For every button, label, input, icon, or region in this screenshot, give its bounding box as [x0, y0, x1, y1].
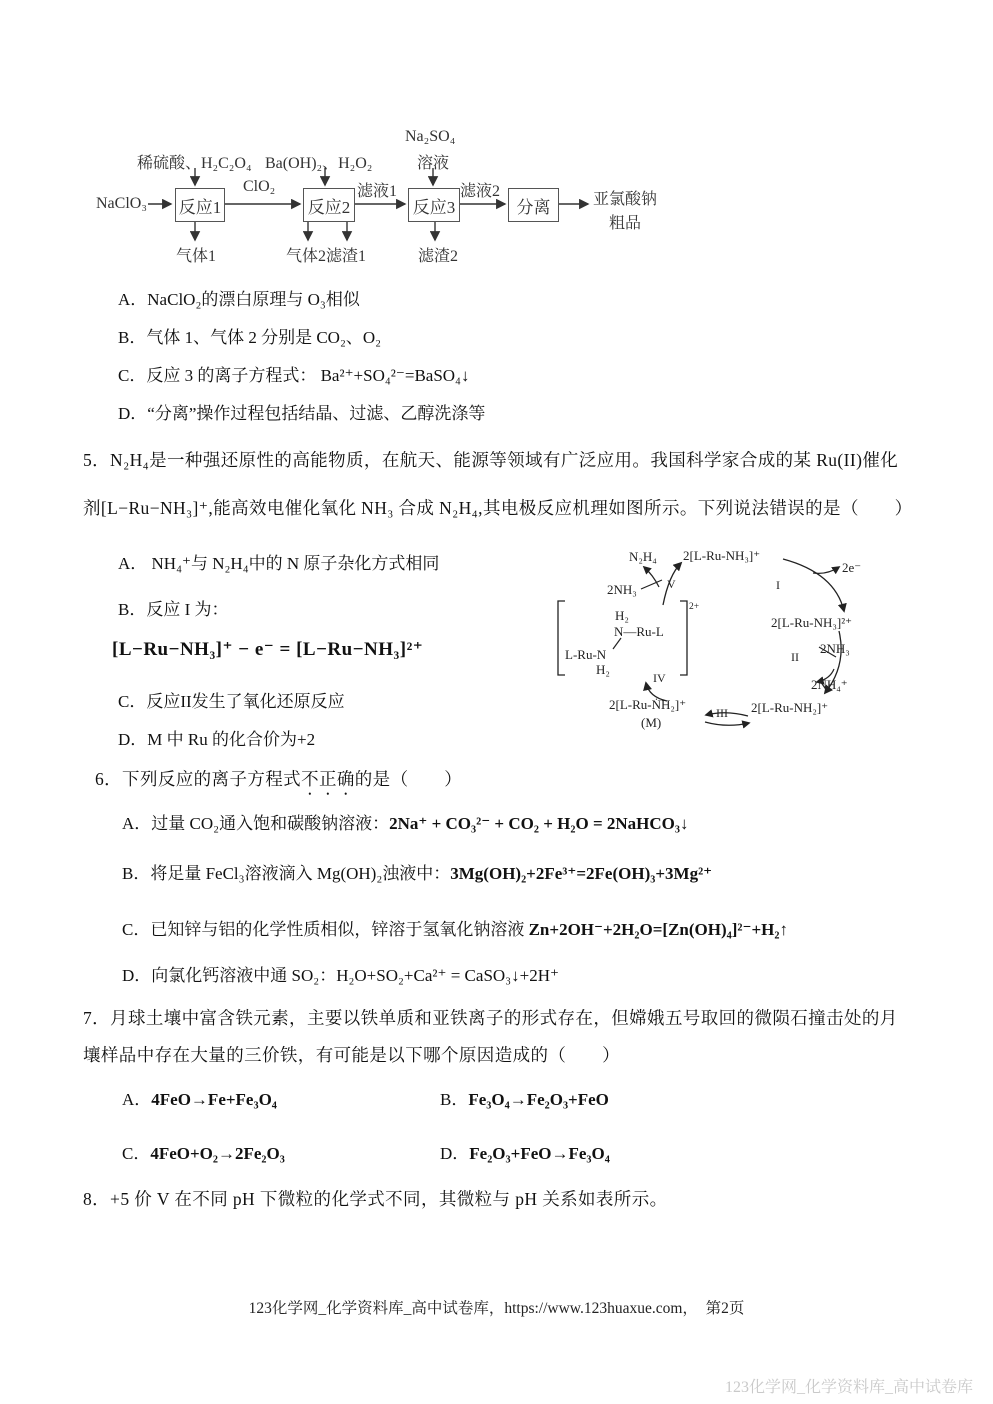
cycle-n2h4-label: N₂H₄ [629, 549, 657, 564]
flowchart-stream-filtrate1: 滤液1 [357, 183, 398, 200]
cycle-complex-structure [558, 601, 699, 677]
q6-option-d-label: D． [122, 966, 152, 985]
complex-n-ru-l: N—Ru-L [614, 624, 664, 639]
cycle-m-label: (M) [641, 715, 662, 730]
q5-option-a: A． NH₄⁺与 N₂H₄中的 N 原子杂化方式相同 [118, 554, 440, 573]
flowchart-product-line1: 亚氯酸钠 [593, 191, 658, 208]
cycle-bottom-left-species: 2[L-Ru-ṄH₂]⁺ [609, 697, 687, 712]
cycle-arrow-electrons [813, 567, 839, 573]
cycle-electrons-label: 2e⁻ [842, 560, 862, 575]
flowchart-box-reaction2-label: 反应2 [307, 197, 351, 217]
q6-option-a-equation: 2Na⁺ + CO₃²⁻ + CO₂ + H₂O = 2NaHCO₃↓ [389, 814, 689, 833]
q5-option-c: C．反应II发生了氧化还原反应 [118, 692, 345, 711]
q6-title-emphasis: 不正确 [301, 769, 355, 789]
q6-option-d [122, 964, 559, 987]
cycle-nh3-right-label: 2NH₃ [820, 641, 850, 656]
complex-l-ru-n: L-Ru-N [565, 647, 607, 662]
q5-option-b: B．反应 I 为： [118, 600, 229, 619]
q4-option-b: B．气体 1、气体 2 分别是 CO₂、O₂ [118, 328, 382, 347]
flowchart-box-reaction3 [408, 188, 460, 222]
flowchart-output-gas1: 气体1 [176, 248, 217, 265]
q6-option-a [122, 812, 688, 835]
q7-option-a-formula: 4FeO→Fe+Fe₃O₄ [151, 1090, 277, 1109]
q6-option-d-equation: H₂O+SO₂+Ca²⁺ = CaSO₃↓+2H⁺ [336, 966, 559, 985]
flowchart-input: NaClO₃ [96, 195, 147, 212]
page-footer: 123化学网_化学资料库_高中试卷库，https://www.123huaxue.com， 第2页 [248, 1300, 745, 1317]
q6-option-c [122, 918, 788, 941]
flowchart-box-separate [508, 188, 559, 222]
q5-option-d: D．M 中 Ru 的化合价为+2 [118, 730, 316, 749]
flowchart-box-reaction1-label: 反应1 [178, 197, 222, 217]
q7-option-d [440, 1142, 610, 1165]
complex-right-bracket [680, 601, 687, 675]
cycle-nh4-label: 2NH₄⁺ [811, 677, 848, 692]
q6-option-c-desc: 已知锌与铝的化学性质相似，锌溶于氢氧化钠溶液 [150, 920, 529, 939]
q6-option-b [122, 862, 712, 885]
q6-title [95, 766, 462, 799]
q7-option-b-label: B． [440, 1090, 469, 1109]
q6-option-a-desc: 过量 CO₂通入饱和碳酸钠溶液： [151, 814, 390, 833]
cycle-step-IV-label: IV [653, 671, 666, 685]
cycle-right-species: 2[L-Ru-NH₃]²⁺ [771, 615, 852, 630]
q8-stem: 8．+5 价 V 在不同 pH 下微粒的化学式不同，其微粒与 pH 关系如表所示。 [83, 1189, 668, 1209]
cycle-arrow-III-right [705, 722, 749, 725]
q4-option-d: D．“分离”操作过程包括结晶、过滤、乙醇洗涤等 [118, 404, 486, 423]
q6-option-c-equation: Zn+2OH⁻+2H₂O=[Zn(OH)₄]²⁻+H₂↑ [528, 920, 788, 939]
flowchart-box-separate-label: 分离 [516, 197, 551, 217]
q6-option-b-equation: 3Mg(OH)₂+2Fe³⁺=2Fe(OH)₃+3Mg²⁺ [450, 864, 713, 883]
cycle-step-III-label: III [716, 706, 728, 720]
q7-option-c-label: C． [122, 1144, 151, 1163]
q7-option-d-label: D． [440, 1144, 470, 1163]
complex-left-bracket [558, 601, 565, 675]
q7-option-c-formula: 4FeO+O₂→2Fe₂O₃ [150, 1144, 285, 1163]
q5-stem-line2: 剂[L−Ru−NH₃]⁺,能高效电催化氧化 NH₃ 合成 N₂H₄,其电极反应机理如图所示。下列说法错误的是（ ） [83, 498, 913, 518]
flowchart-reagent-1: 稀硫酸、H₂C₂O₄ [137, 155, 252, 172]
cycle-top-species: 2[L-Ru-NH₃]⁺ [683, 548, 761, 563]
cycle-nh3-top-label: 2NH₃ [607, 582, 637, 597]
q6-option-b-desc: 将足量 FeCl₃溶液滴入 Mg(OH)₂浊液中： [150, 864, 451, 883]
flowchart-stream-filtrate2: 滤液2 [460, 183, 501, 200]
q7-option-a [122, 1088, 277, 1111]
cycle-step-V-label: V [667, 577, 676, 591]
cycle-bottom-right-species: 2[L-Ru-NH₂]⁺ [751, 700, 829, 715]
complex-h2-top: H₂ [615, 608, 629, 623]
q7-option-c [122, 1142, 285, 1165]
cycle-line-nh3-in-top [641, 580, 662, 589]
q7-option-b [440, 1088, 609, 1111]
flowchart-output-residue1: 滤渣1 [326, 248, 367, 265]
q7-option-b-formula: Fe₃O₄→Fe₂O₃+FeO [468, 1090, 609, 1109]
site-watermark: 123化学网_化学资料库_高中试卷库 [724, 1379, 973, 1396]
q6-option-b-label: B． [122, 864, 151, 883]
q7-stem-line1: 7．月球土壤中富含铁元素，主要以铁单质和亚铁离子的形式存在，但嫦娥五号取回的微陨石撞击处的月 [83, 1008, 898, 1028]
q7-option-a-label: A． [122, 1090, 152, 1109]
flowchart-reagent-3-line2: 溶液 [417, 155, 450, 172]
complex-h2-bottom: H₂ [596, 662, 610, 677]
flowchart-reagent-2: Ba(OH)₂、H₂O₂ [265, 155, 373, 172]
q6-option-a-label: A． [122, 814, 152, 833]
q4-option-a: A．NaClO₂的漂白原理与 O₃相似 [118, 290, 360, 309]
catalytic-cycle-diagram [543, 543, 963, 773]
q6-option-d-desc: 向氯化钙溶液中通 SO₂： [151, 966, 337, 985]
flowchart-output-gas2: 气体2 [286, 248, 327, 265]
flowchart-box-reaction1 [175, 188, 225, 222]
complex-bridge-bond [613, 638, 621, 649]
q6-title-pre: 6．下列反应的离子方程式 [95, 769, 302, 789]
cycle-arrow-I [783, 559, 844, 611]
complex-charge: 2+ [689, 602, 700, 612]
q5-stem-line1: 5．N₂H₄是一种强还原性的高能物质，在航天、能源等领域有广泛应用。我国科学家合成的某 Ru(II)催化 [83, 450, 899, 470]
q7-stem-line2: 壤样品中存在大量的三价铁，有可能是以下哪个原因造成的（ ） [83, 1045, 620, 1065]
flowchart-stream-clo2: ClO₂ [243, 178, 276, 195]
flowchart-product-line2: 粗品 [609, 215, 642, 232]
q5-option-b-equation: [L−Ru−NH₃]⁺ − e⁻ = [L−Ru−NH₃]²⁺ [112, 639, 424, 660]
q4-option-c: C．反应 3 的离子方程式： Ba²⁺+SO₄²⁻=BaSO₄↓ [118, 366, 470, 385]
q7-option-d-formula: Fe₂O₃+FeO→Fe₃O₄ [469, 1144, 610, 1163]
cycle-step-I-label: I [776, 578, 780, 592]
flowchart-output-residue2: 滤渣2 [418, 248, 459, 265]
flowchart-box-reaction2 [303, 188, 355, 222]
process-flowchart [88, 126, 688, 276]
q6-title-post: 的是（ ） [354, 769, 463, 789]
cycle-step-II-label: II [791, 650, 799, 664]
flowchart-box-reaction3-label: 反应3 [412, 197, 456, 217]
flowchart-reagent-3-line1: Na₂SO₄ [405, 128, 456, 145]
q6-option-c-label: C． [122, 920, 151, 939]
